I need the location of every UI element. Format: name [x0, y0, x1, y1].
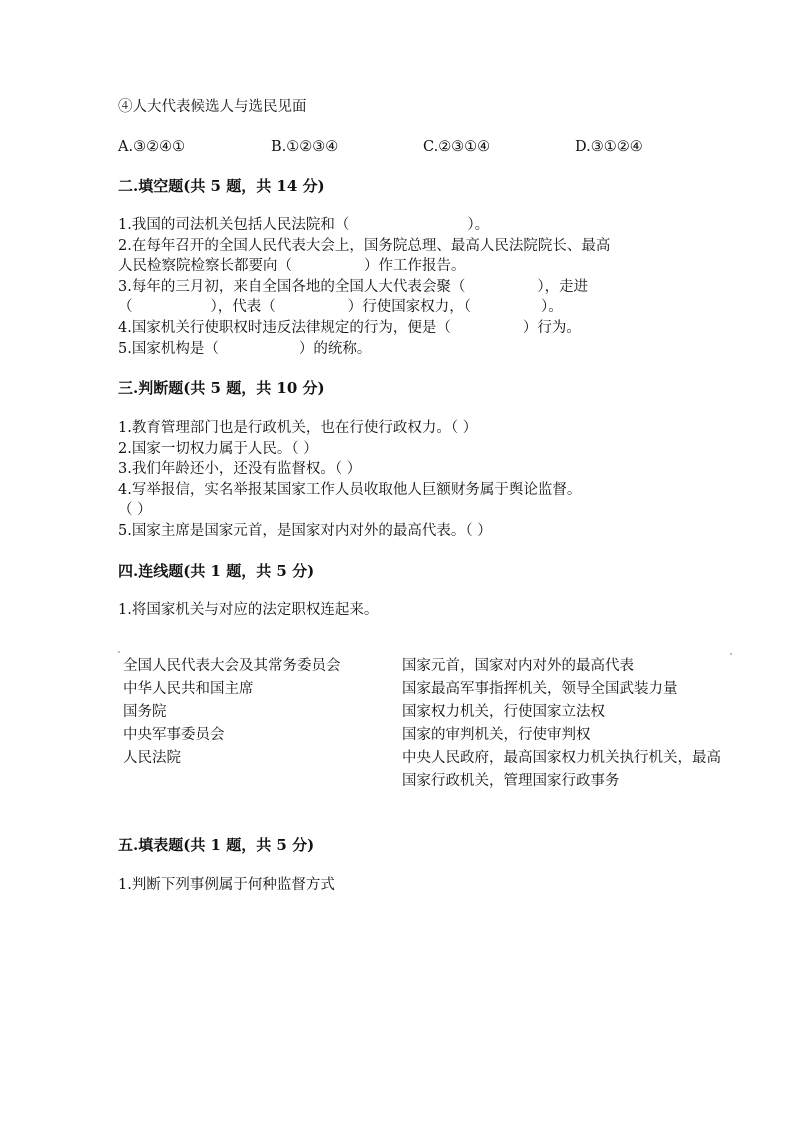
matching-left-item[interactable]: 国务院	[123, 704, 167, 720]
option-text: ③②④①	[133, 139, 186, 155]
matching-right-item[interactable]: 国家的审判机关，行使审判权	[402, 727, 591, 743]
fill-question-3-line2: （ ），代表（ ）行使国家权力，（ ）。	[118, 299, 563, 315]
matching-right-item[interactable]: 中央人民政府，最高国家权力机关执行机关，最高	[402, 750, 721, 766]
fill-question-1: 1.我国的司法机关包括人民法院和（ ）。	[118, 217, 490, 233]
matching-left-item[interactable]: 人民法院	[123, 750, 181, 766]
section3-heading: 三.判断题(共 5 题，共 10 分)	[118, 379, 325, 397]
fill-question-5: 5.国家机构是（ ）的统称。	[118, 341, 372, 357]
matching-right-item[interactable]: 国家权力机关，行使国家立法权	[402, 704, 605, 720]
matching-right-item[interactable]: 国家元首，国家对内对外的最高代表	[402, 658, 634, 674]
option-a	[118, 137, 185, 157]
matching-left-item[interactable]: 全国人民代表大会及其常务委员会	[123, 658, 341, 674]
judge-question-3: 3.我们年龄还小，还没有监督权。（ ）	[118, 461, 362, 477]
fill-question-2-line1: 2.在每年召开的全国人民代表大会上，国务院总理、最高人民法院院长、最高	[118, 238, 611, 254]
judge-question-2: 2.国家一切权力属于人民。（ ）	[118, 441, 318, 457]
fill-question-3-line1: 3.每年的三月初，来自全国各地的全国人大代表会聚（ ），走进	[118, 279, 589, 295]
judge-question-5: 5.国家主席是国家元首，是国家对内对外的最高代表。（ ）	[118, 523, 492, 539]
table-corner-mark	[118, 651, 120, 653]
option-d	[575, 137, 643, 157]
matching-right-item-continued: 国家行政机关，管理国家行政事务	[402, 773, 620, 789]
option-text: ②③①④	[438, 139, 491, 155]
option-c	[423, 137, 490, 157]
choice-item-4: ④人大代表候选人与选民见面	[118, 99, 307, 115]
judge-question-4-line2: （ ）	[118, 502, 152, 518]
section2-heading: 二.填空题(共 5 题，共 14 分)	[118, 177, 325, 195]
judge-question-1: 1.教育管理部门也是行政机关，也在行使行政权力。（ ）	[118, 420, 478, 436]
matching-left-item[interactable]: 中华人民共和国主席	[123, 681, 254, 697]
fill-question-4: 4.国家机关行使职权时违反法律规定的行为，便是（ ）行为。	[118, 320, 581, 336]
option-letter: C.	[423, 139, 439, 155]
option-text: ①②③④	[286, 139, 339, 155]
option-letter: D.	[575, 139, 591, 155]
matching-instruction: 1.将国家机关与对应的法定职权连起来。	[118, 602, 379, 618]
option-letter: B.	[271, 139, 287, 155]
option-b	[271, 137, 338, 157]
table-corner-mark	[730, 653, 732, 655]
section5-heading: 五.填表题(共 1 题，共 5 分)	[118, 836, 315, 854]
matching-right-item[interactable]: 国家最高军事指挥机关，领导全国武装力量	[402, 681, 678, 697]
option-text: ③①②④	[590, 139, 643, 155]
judge-question-4-line1: 4.写举报信，实名举报某国家工作人员收取他人巨额财务属于舆论监督。	[118, 482, 582, 498]
table-instruction: 1.判断下列事例属于何种监督方式	[118, 877, 335, 893]
fill-question-2-line2: 人民检察院检察长都要向（ ）作工作报告。	[118, 258, 466, 274]
section4-heading: 四.连线题(共 1 题，共 5 分)	[118, 562, 315, 580]
matching-left-item[interactable]: 中央军事委员会	[123, 727, 225, 743]
option-letter: A.	[118, 139, 134, 155]
